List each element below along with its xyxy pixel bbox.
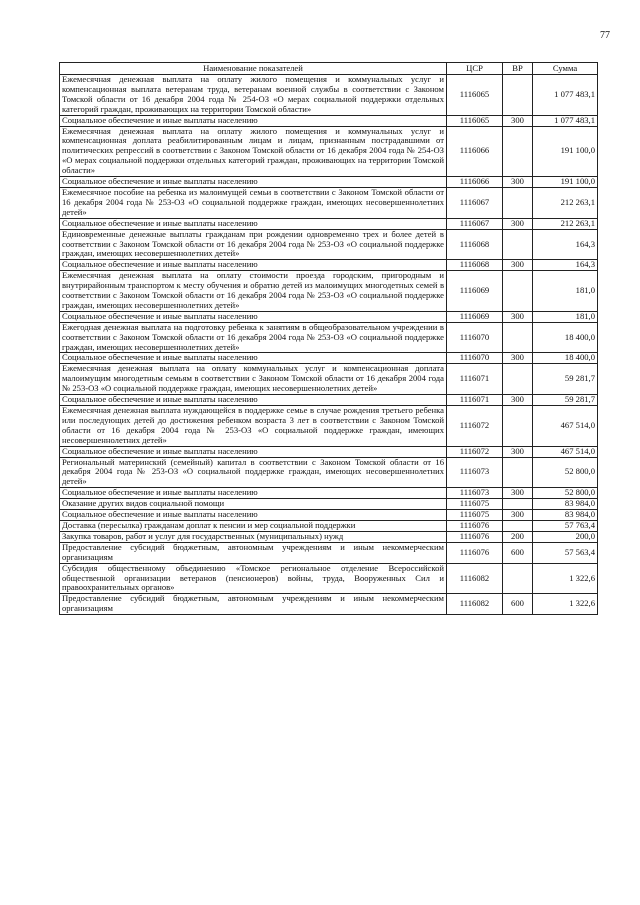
table-row	[60, 531, 598, 542]
row-name: Социальное обеспечение и иные выплаты населению	[60, 218, 447, 229]
row-vr: 300	[503, 446, 533, 457]
row-vr: 300	[503, 115, 533, 126]
row-name: Социальное обеспечение и иные выплаты населению	[60, 446, 447, 457]
row-name: Предоставление субсидий бюджетным, автономным учреждениям и иным некоммерческим организациям	[60, 542, 447, 563]
row-csr: 1116076	[447, 531, 503, 542]
table-row	[60, 75, 598, 116]
row-csr: 1116072	[447, 406, 503, 447]
row-name: Социальное обеспечение и иные выплаты населению	[60, 260, 447, 271]
row-sum: 181,0	[533, 311, 598, 322]
row-sum: 164,3	[533, 260, 598, 271]
row-name: Ежемесячная денежная выплата на оплату стоимости проезда городским, пригородным и внутрирайонным транспортом к месту обучения и обратно детей из малоимущих многодетных семей в соответствии с Законом Томской области от 16 декабря 2004 года № 253-ОЗ «О социальной поддержке граждан, имеющих несовершеннолетних детей»	[60, 271, 447, 312]
row-name: Доставка (пересылка) гражданам доплат к пенсии и мер социальной поддержки	[60, 520, 447, 531]
table-row	[60, 594, 598, 615]
row-csr: 1116068	[447, 229, 503, 260]
table-row	[60, 446, 598, 457]
row-vr	[503, 364, 533, 395]
table-row	[60, 520, 598, 531]
row-vr: 300	[503, 395, 533, 406]
row-vr: 300	[503, 260, 533, 271]
table-row	[60, 510, 598, 521]
row-csr: 1116075	[447, 499, 503, 510]
row-csr: 1116067	[447, 218, 503, 229]
row-sum: 59 281,7	[533, 364, 598, 395]
row-csr: 1116069	[447, 271, 503, 312]
row-csr: 1116082	[447, 594, 503, 615]
row-vr	[503, 499, 533, 510]
row-vr	[503, 271, 533, 312]
row-sum: 57 763,4	[533, 520, 598, 531]
table-row	[60, 311, 598, 322]
row-vr	[503, 187, 533, 218]
page-number: 77	[600, 30, 610, 41]
row-csr: 1116068	[447, 260, 503, 271]
row-sum: 191 100,0	[533, 126, 598, 177]
header-csr: ЦСР	[447, 63, 503, 75]
row-name: Ежемесячная денежная выплата на оплату коммунальных услуг и компенсационная доплата малоимущим многодетным семьям в соответствии с Законом Томской области от 16 декабря 2004 года № 253-ОЗ «О социальной поддержке граждан, имеющих несовершеннолетних детей»	[60, 364, 447, 395]
row-sum: 200,0	[533, 531, 598, 542]
row-vr: 300	[503, 488, 533, 499]
row-name: Предоставление субсидий бюджетным, автономным учреждениям и иным некоммерческим организациям	[60, 594, 447, 615]
header-vr: ВР	[503, 63, 533, 75]
table-row	[60, 542, 598, 563]
row-name: Региональный материнский (семейный) капитал в соответствии с Законом Томской области от 16 декабря 2004 года № 253-ОЗ «О социальной поддержке граждан, имеющих несовершеннолетних детей»	[60, 457, 447, 488]
row-name: Социальное обеспечение и иные выплаты населению	[60, 115, 447, 126]
row-csr: 1116075	[447, 510, 503, 521]
row-sum: 164,3	[533, 229, 598, 260]
table-row	[60, 187, 598, 218]
row-csr: 1116071	[447, 395, 503, 406]
row-sum: 1 077 483,1	[533, 75, 598, 116]
row-sum: 212 263,1	[533, 218, 598, 229]
table-row	[60, 260, 598, 271]
table-row	[60, 322, 598, 353]
table-row	[60, 364, 598, 395]
row-vr: 600	[503, 542, 533, 563]
row-sum: 59 281,7	[533, 395, 598, 406]
row-csr: 1116072	[447, 446, 503, 457]
row-vr: 300	[503, 218, 533, 229]
row-name: Ежемесячная денежная выплата на оплату жилого помещения и коммунальных услуг и компенсационная выплата ветеранам труда, ветеранам военной службы в соответствии с Законом Томской области от 16 декабря 2004 года № 254-ОЗ «О мерах социальной поддержки отдельных категорий граждан, проживающих на территории Томской области»	[60, 75, 447, 116]
row-vr	[503, 457, 533, 488]
row-name: Социальное обеспечение и иные выплаты населению	[60, 353, 447, 364]
table-row	[60, 499, 598, 510]
row-csr: 1116070	[447, 353, 503, 364]
table-row	[60, 177, 598, 188]
row-vr	[503, 406, 533, 447]
row-sum: 18 400,0	[533, 353, 598, 364]
table-row	[60, 115, 598, 126]
row-csr: 1116069	[447, 311, 503, 322]
row-name: Субсидия общественному объединению «Томское региональное отделение Всероссийской общественной организации ветеранов (пенсионеров) войны, труда, Вооруженных Сил и правоохранительных органов»	[60, 563, 447, 594]
row-vr: 600	[503, 594, 533, 615]
row-sum: 212 263,1	[533, 187, 598, 218]
row-sum: 57 563,4	[533, 542, 598, 563]
row-vr	[503, 563, 533, 594]
row-vr: 300	[503, 353, 533, 364]
row-vr: 300	[503, 510, 533, 521]
row-sum: 83 984,0	[533, 510, 598, 521]
row-csr: 1116066	[447, 126, 503, 177]
row-vr: 200	[503, 531, 533, 542]
row-sum: 467 514,0	[533, 446, 598, 457]
table-row	[60, 395, 598, 406]
row-csr: 1116076	[447, 542, 503, 563]
row-vr	[503, 322, 533, 353]
row-csr: 1116065	[447, 75, 503, 116]
row-vr: 300	[503, 311, 533, 322]
row-csr: 1116073	[447, 457, 503, 488]
table-header-row	[60, 63, 598, 75]
header-sum: Сумма	[533, 63, 598, 75]
row-csr: 1116073	[447, 488, 503, 499]
row-vr: 300	[503, 177, 533, 188]
row-sum: 83 984,0	[533, 499, 598, 510]
row-vr	[503, 520, 533, 531]
row-sum: 18 400,0	[533, 322, 598, 353]
row-name: Социальное обеспечение и иные выплаты населению	[60, 395, 447, 406]
row-vr	[503, 126, 533, 177]
row-sum: 191 100,0	[533, 177, 598, 188]
row-sum: 1 322,6	[533, 563, 598, 594]
row-sum: 1 322,6	[533, 594, 598, 615]
table-row	[60, 271, 598, 312]
row-name: Социальное обеспечение и иные выплаты населению	[60, 488, 447, 499]
table-row	[60, 406, 598, 447]
table-row	[60, 353, 598, 364]
table-row	[60, 218, 598, 229]
row-vr	[503, 75, 533, 116]
row-csr: 1116071	[447, 364, 503, 395]
row-name: Ежемесячное пособие на ребенка из малоимущей семьи в соответствии с Законом Томской области от 16 декабря 2004 года № 253-ОЗ «О социальной поддержке граждан, имеющих несовершеннолетних детей»	[60, 187, 447, 218]
row-sum: 52 800,0	[533, 488, 598, 499]
table-row	[60, 488, 598, 499]
row-name: Ежегодная денежная выплата на подготовку ребенка к занятиям в общеобразовательном учреждении в соответствии с Законом Томской области от 16 декабря 2004 года № 253-ОЗ «О социальной поддержке граждан, имеющих несовершеннолетних детей»	[60, 322, 447, 353]
budget-table	[59, 62, 598, 615]
row-sum: 52 800,0	[533, 457, 598, 488]
row-name: Закупка товаров, работ и услуг для государственных (муниципальных) нужд	[60, 531, 447, 542]
row-csr: 1116067	[447, 187, 503, 218]
row-csr: 1116076	[447, 520, 503, 531]
table-row	[60, 126, 598, 177]
row-vr	[503, 229, 533, 260]
row-csr: 1116082	[447, 563, 503, 594]
row-sum: 181,0	[533, 271, 598, 312]
table-row	[60, 457, 598, 488]
row-name: Ежемесячная денежная выплата нуждающейся в поддержке семье в случае рождения третьего ребенка или последующих детей до достижения ребенком возраста 3 лет в соответствии с Законом Томской области от 16 декабря 2004 года № 253-ОЗ «О социальной поддержке граждан, имеющих несовершеннолетних детей»	[60, 406, 447, 447]
table-row	[60, 563, 598, 594]
table-row	[60, 229, 598, 260]
header-name: Наименование показателей	[60, 63, 447, 75]
table-body	[60, 75, 598, 615]
row-name: Оказание других видов социальной помощи	[60, 499, 447, 510]
row-name: Ежемесячная денежная выплата на оплату жилого помещения и коммунальных услуг и компенсационная доплата реабилитированным лицам и лицам, признанным пострадавшими от политических репрессий в соответствии с Законом Томской области от 16 декабря 2004 года № 254-ОЗ «О мерах социальной поддержки отдельных категорий граждан, проживающих на территории Томской области»	[60, 126, 447, 177]
row-csr: 1116070	[447, 322, 503, 353]
row-csr: 1116065	[447, 115, 503, 126]
row-csr: 1116066	[447, 177, 503, 188]
row-sum: 467 514,0	[533, 406, 598, 447]
row-name: Социальное обеспечение и иные выплаты населению	[60, 177, 447, 188]
row-name: Единовременные денежные выплаты гражданам при рождении одновременно трех и более детей в соответствии с Законом Томской области от 16 декабря 2004 года № 253-ОЗ «О социальной поддержке граждан, имеющих несовершеннолетних детей»	[60, 229, 447, 260]
row-name: Социальное обеспечение и иные выплаты населению	[60, 510, 447, 521]
row-sum: 1 077 483,1	[533, 115, 598, 126]
row-name: Социальное обеспечение и иные выплаты населению	[60, 311, 447, 322]
